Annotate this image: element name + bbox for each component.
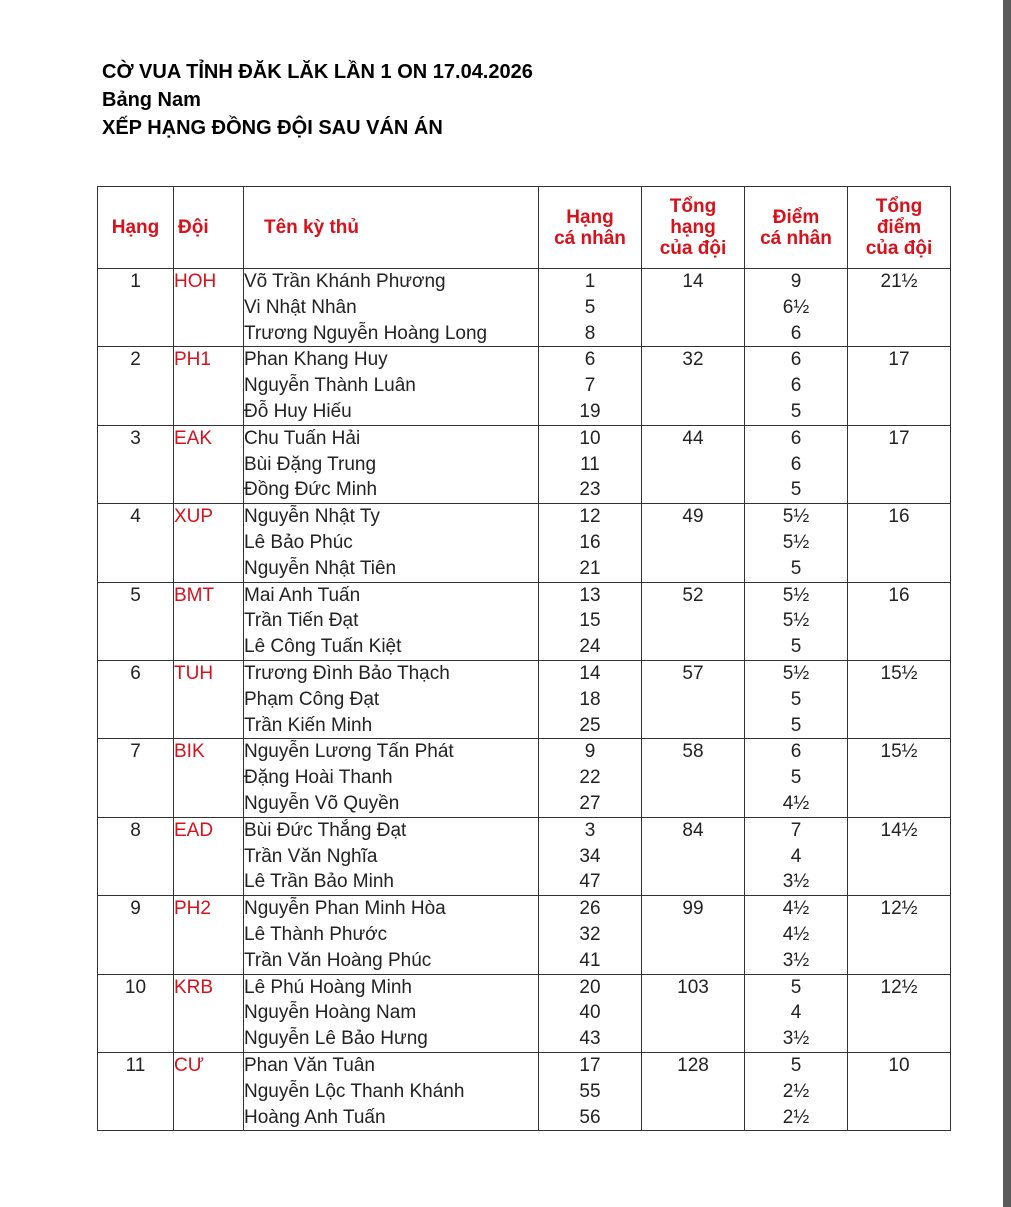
player-name: Trần Văn Hoàng Phúc <box>244 948 539 974</box>
player-name: Nguyễn Lương Tấn Phát <box>244 739 539 765</box>
table-row <box>98 530 951 556</box>
player-name: Lê Trần Bảo Minh <box>244 869 539 895</box>
table-row <box>98 425 951 451</box>
player-name: Nguyễn Võ Quyền <box>244 791 539 817</box>
team-code <box>174 869 244 895</box>
team-total-points <box>848 321 951 347</box>
team-rank: 2 <box>98 347 174 373</box>
team-total-points: 21½ <box>848 269 951 295</box>
player-name: Đặng Hoài Thanh <box>244 765 539 791</box>
player-name: Nguyễn Lê Bảo Hưng <box>244 1026 539 1052</box>
player-name: Lê Thành Phước <box>244 922 539 948</box>
individual-rank: 12 <box>539 504 642 530</box>
team-total-points <box>848 530 951 556</box>
team-rank: 4 <box>98 504 174 530</box>
individual-points: 6 <box>745 425 848 451</box>
team-rank-sum <box>642 1105 745 1131</box>
player-name: Bùi Đặng Trung <box>244 452 539 478</box>
team-rank-sum <box>642 321 745 347</box>
player-name: Đồng Đức Minh <box>244 477 539 503</box>
player-name: Võ Trần Khánh Phương <box>244 269 539 295</box>
team-total-points: 12½ <box>848 974 951 1000</box>
player-name: Trần Văn Nghĩa <box>244 844 539 870</box>
team-rank <box>98 321 174 347</box>
player-name: Trần Tiến Đạt <box>244 608 539 634</box>
individual-rank: 55 <box>539 1079 642 1105</box>
individual-points: 3½ <box>745 869 848 895</box>
col-header-rank: Hạng <box>98 187 174 269</box>
team-rank-sum <box>642 556 745 582</box>
col-header-individual-points: Điểm cá nhân <box>745 187 848 269</box>
team-code: BIK <box>174 739 244 765</box>
individual-points: 5 <box>745 634 848 660</box>
team-rank-sum: 84 <box>642 817 745 843</box>
team-total-points <box>848 948 951 974</box>
team-rank: 11 <box>98 1052 174 1078</box>
table-row <box>98 713 951 739</box>
team-rank <box>98 713 174 739</box>
team-total-points <box>848 295 951 321</box>
team-total-points <box>848 452 951 478</box>
individual-points: 9 <box>745 269 848 295</box>
individual-points: 6 <box>745 321 848 347</box>
team-rank <box>98 1000 174 1026</box>
player-name: Nguyễn Nhật Tiên <box>244 556 539 582</box>
team-code <box>174 399 244 425</box>
team-code: TUH <box>174 660 244 686</box>
individual-rank: 6 <box>539 347 642 373</box>
individual-points: 3½ <box>745 1026 848 1052</box>
team-total-points: 14½ <box>848 817 951 843</box>
col-header-player: Tên kỳ thủ <box>244 187 539 269</box>
team-total-points <box>848 634 951 660</box>
team-code <box>174 1079 244 1105</box>
team-code <box>174 765 244 791</box>
team-rank-sum <box>642 844 745 870</box>
team-total-points: 10 <box>848 1052 951 1078</box>
individual-rank: 9 <box>539 739 642 765</box>
team-code: CƯ <box>174 1052 244 1078</box>
team-rank <box>98 477 174 503</box>
individual-rank: 47 <box>539 869 642 895</box>
individual-rank: 25 <box>539 713 642 739</box>
team-total-points: 16 <box>848 504 951 530</box>
individual-points: 4½ <box>745 896 848 922</box>
individual-rank: 7 <box>539 373 642 399</box>
team-code <box>174 948 244 974</box>
individual-points: 5 <box>745 556 848 582</box>
team-rank <box>98 608 174 634</box>
player-name: Nguyễn Lộc Thanh Khánh <box>244 1079 539 1105</box>
team-rank <box>98 399 174 425</box>
team-rank: 5 <box>98 582 174 608</box>
player-name: Phạm Công Đạt <box>244 687 539 713</box>
team-group <box>98 896 951 974</box>
player-name: Nguyễn Thành Luân <box>244 373 539 399</box>
team-group <box>98 974 951 1052</box>
team-total-points <box>848 477 951 503</box>
player-name: Nguyễn Hoàng Nam <box>244 1000 539 1026</box>
team-total-points <box>848 1000 951 1026</box>
team-code: EAD <box>174 817 244 843</box>
team-rank <box>98 530 174 556</box>
individual-rank: 21 <box>539 556 642 582</box>
individual-rank: 19 <box>539 399 642 425</box>
player-name: Phan Văn Tuân <box>244 1052 539 1078</box>
table-row <box>98 452 951 478</box>
team-rank-sum <box>642 477 745 503</box>
individual-points: 5 <box>745 399 848 425</box>
team-total-points <box>848 1105 951 1131</box>
individual-rank: 27 <box>539 791 642 817</box>
team-code <box>174 1026 244 1052</box>
team-code <box>174 791 244 817</box>
team-rank-sum: 99 <box>642 896 745 922</box>
team-total-points <box>848 1079 951 1105</box>
individual-rank: 32 <box>539 922 642 948</box>
table-row <box>98 1079 951 1105</box>
individual-rank: 1 <box>539 269 642 295</box>
individual-rank: 23 <box>539 477 642 503</box>
document-header <box>102 58 533 142</box>
individual-points: 5 <box>745 765 848 791</box>
team-total-points: 12½ <box>848 896 951 922</box>
team-total-points: 17 <box>848 425 951 451</box>
table-row <box>98 896 951 922</box>
team-rank-sum <box>642 1026 745 1052</box>
team-code: PH1 <box>174 347 244 373</box>
table-row <box>98 347 951 373</box>
section-title: Bảng Nam <box>102 89 201 111</box>
individual-points: 6 <box>745 452 848 478</box>
individual-rank: 18 <box>539 687 642 713</box>
team-total-points <box>848 922 951 948</box>
col-header-team: Đội <box>174 187 244 269</box>
table-row <box>98 922 951 948</box>
team-total-points <box>848 399 951 425</box>
team-standings-table <box>97 186 951 1131</box>
individual-rank: 15 <box>539 608 642 634</box>
team-rank <box>98 869 174 895</box>
team-rank-sum <box>642 634 745 660</box>
team-rank-sum: 103 <box>642 974 745 1000</box>
col-header-team-points: Tổng điểm của đội <box>848 187 951 269</box>
player-name: Hoàng Anh Tuấn <box>244 1105 539 1131</box>
individual-rank: 13 <box>539 582 642 608</box>
individual-points: 4 <box>745 1000 848 1026</box>
team-rank-sum: 52 <box>642 582 745 608</box>
individual-points: 5 <box>745 687 848 713</box>
individual-rank: 34 <box>539 844 642 870</box>
team-code <box>174 1000 244 1026</box>
team-rank-sum <box>642 399 745 425</box>
individual-points: 5 <box>745 974 848 1000</box>
team-group <box>98 660 951 738</box>
team-code <box>174 295 244 321</box>
player-name: Phan Khang Huy <box>244 347 539 373</box>
individual-points: 5 <box>745 713 848 739</box>
team-rank-sum: 32 <box>642 347 745 373</box>
player-name: Trương Đình Bảo Thạch <box>244 660 539 686</box>
team-code: PH2 <box>174 896 244 922</box>
team-code <box>174 687 244 713</box>
player-name: Lê Công Tuấn Kiệt <box>244 634 539 660</box>
team-total-points: 17 <box>848 347 951 373</box>
individual-points: 5½ <box>745 660 848 686</box>
team-rank-sum <box>642 295 745 321</box>
team-group <box>98 582 951 660</box>
team-code: HOH <box>174 269 244 295</box>
team-rank-sum: 58 <box>642 739 745 765</box>
team-group <box>98 269 951 347</box>
team-rank: 8 <box>98 817 174 843</box>
team-code <box>174 634 244 660</box>
individual-points: 5 <box>745 1052 848 1078</box>
player-name: Đỗ Huy Hiếu <box>244 399 539 425</box>
team-code <box>174 844 244 870</box>
player-name: Nguyễn Nhật Ty <box>244 504 539 530</box>
individual-rank: 20 <box>539 974 642 1000</box>
team-rank <box>98 844 174 870</box>
individual-points: 5½ <box>745 504 848 530</box>
table-row <box>98 660 951 686</box>
team-group <box>98 347 951 425</box>
team-rank-sum <box>642 1079 745 1105</box>
table-row <box>98 948 951 974</box>
individual-rank: 40 <box>539 1000 642 1026</box>
team-total-points <box>848 373 951 399</box>
team-rank-sum <box>642 869 745 895</box>
table-row <box>98 608 951 634</box>
table-row <box>98 687 951 713</box>
team-code <box>174 713 244 739</box>
table-row <box>98 974 951 1000</box>
team-code <box>174 922 244 948</box>
table-row <box>98 321 951 347</box>
team-rank <box>98 1079 174 1105</box>
individual-points: 4 <box>745 844 848 870</box>
table-row <box>98 582 951 608</box>
team-total-points <box>848 713 951 739</box>
team-rank <box>98 922 174 948</box>
team-rank-sum <box>642 791 745 817</box>
tournament-title: CỜ VUA TỈNH ĐĂK LĂK LẦN 1 ON 17.04.2026 <box>102 61 533 83</box>
team-total-points: 15½ <box>848 739 951 765</box>
team-total-points <box>848 765 951 791</box>
team-group <box>98 739 951 817</box>
player-name: Lê Phú Hoàng Minh <box>244 974 539 1000</box>
team-code: BMT <box>174 582 244 608</box>
team-rank <box>98 1105 174 1131</box>
team-rank: 6 <box>98 660 174 686</box>
table-row <box>98 844 951 870</box>
team-rank-sum <box>642 713 745 739</box>
individual-rank: 43 <box>539 1026 642 1052</box>
team-group <box>98 425 951 503</box>
player-name: Bùi Đức Thắng Đạt <box>244 817 539 843</box>
team-rank <box>98 765 174 791</box>
team-rank <box>98 687 174 713</box>
table-row <box>98 817 951 843</box>
individual-points: 5½ <box>745 530 848 556</box>
team-code <box>174 321 244 347</box>
individual-rank: 10 <box>539 425 642 451</box>
team-total-points: 15½ <box>848 660 951 686</box>
table-row <box>98 504 951 530</box>
viewer-edge <box>1003 0 1011 1207</box>
individual-points: 4½ <box>745 922 848 948</box>
team-code <box>174 608 244 634</box>
team-rank: 10 <box>98 974 174 1000</box>
player-name: Vi Nhật Nhân <box>244 295 539 321</box>
player-name: Lê Bảo Phúc <box>244 530 539 556</box>
team-rank <box>98 791 174 817</box>
team-code: KRB <box>174 974 244 1000</box>
individual-points: 5½ <box>745 582 848 608</box>
individual-points: 5½ <box>745 608 848 634</box>
team-total-points <box>848 844 951 870</box>
individual-rank: 22 <box>539 765 642 791</box>
individual-points: 5 <box>745 477 848 503</box>
team-code <box>174 530 244 556</box>
team-group <box>98 817 951 895</box>
team-rank: 9 <box>98 896 174 922</box>
table-row <box>98 1026 951 1052</box>
individual-points: 3½ <box>745 948 848 974</box>
team-total-points <box>848 869 951 895</box>
col-header-team-rank-sum: Tổng hạng của đội <box>642 187 745 269</box>
team-rank <box>98 373 174 399</box>
individual-rank: 3 <box>539 817 642 843</box>
player-name: Trương Nguyễn Hoàng Long <box>244 321 539 347</box>
table-row <box>98 739 951 765</box>
team-rank-sum <box>642 530 745 556</box>
individual-rank: 56 <box>539 1105 642 1131</box>
table-row <box>98 1105 951 1131</box>
player-name: Mai Anh Tuấn <box>244 582 539 608</box>
team-rank <box>98 556 174 582</box>
table-row <box>98 373 951 399</box>
team-rank <box>98 948 174 974</box>
team-rank-sum <box>642 922 745 948</box>
team-rank-sum <box>642 373 745 399</box>
team-total-points <box>848 608 951 634</box>
team-rank-sum <box>642 452 745 478</box>
standings-title: XẾP HẠNG ĐỒNG ĐỘI SAU VÁN ÁN <box>102 117 443 139</box>
team-rank <box>98 634 174 660</box>
player-name: Trần Kiến Minh <box>244 713 539 739</box>
team-rank-sum <box>642 765 745 791</box>
table-row <box>98 1052 951 1078</box>
table-row <box>98 791 951 817</box>
individual-points: 4½ <box>745 791 848 817</box>
team-rank-sum: 128 <box>642 1052 745 1078</box>
team-total-points: 16 <box>848 582 951 608</box>
individual-points: 6 <box>745 373 848 399</box>
team-rank: 1 <box>98 269 174 295</box>
table-row <box>98 765 951 791</box>
individual-points: 2½ <box>745 1105 848 1131</box>
team-rank-sum: 57 <box>642 660 745 686</box>
team-rank <box>98 452 174 478</box>
team-rank: 3 <box>98 425 174 451</box>
table-row <box>98 1000 951 1026</box>
individual-rank: 5 <box>539 295 642 321</box>
team-total-points <box>848 687 951 713</box>
team-rank <box>98 295 174 321</box>
col-header-individual-rank: Hạng cá nhân <box>539 187 642 269</box>
individual-points: 6½ <box>745 295 848 321</box>
team-group <box>98 504 951 582</box>
team-code <box>174 373 244 399</box>
team-rank-sum <box>642 687 745 713</box>
team-rank-sum: 49 <box>642 504 745 530</box>
team-rank-sum <box>642 608 745 634</box>
individual-points: 7 <box>745 817 848 843</box>
team-group <box>98 1052 951 1130</box>
individual-rank: 26 <box>539 896 642 922</box>
player-name: Chu Tuấn Hải <box>244 425 539 451</box>
table-header-row <box>98 187 951 269</box>
player-name: Nguyễn Phan Minh Hòa <box>244 896 539 922</box>
team-code <box>174 452 244 478</box>
team-code <box>174 477 244 503</box>
team-total-points <box>848 1026 951 1052</box>
table-row <box>98 295 951 321</box>
team-total-points <box>848 791 951 817</box>
individual-rank: 8 <box>539 321 642 347</box>
individual-rank: 17 <box>539 1052 642 1078</box>
table-row <box>98 634 951 660</box>
table-row <box>98 399 951 425</box>
team-code: XUP <box>174 504 244 530</box>
individual-points: 6 <box>745 739 848 765</box>
table-row <box>98 556 951 582</box>
team-rank <box>98 1026 174 1052</box>
individual-rank: 24 <box>539 634 642 660</box>
individual-rank: 16 <box>539 530 642 556</box>
team-rank-sum <box>642 948 745 974</box>
table-row <box>98 269 951 295</box>
individual-rank: 41 <box>539 948 642 974</box>
individual-rank: 14 <box>539 660 642 686</box>
team-rank: 7 <box>98 739 174 765</box>
team-rank-sum: 44 <box>642 425 745 451</box>
team-code: EAK <box>174 425 244 451</box>
individual-points: 2½ <box>745 1079 848 1105</box>
team-code <box>174 1105 244 1131</box>
team-rank-sum <box>642 1000 745 1026</box>
table-row <box>98 869 951 895</box>
team-rank-sum: 14 <box>642 269 745 295</box>
team-total-points <box>848 556 951 582</box>
team-code <box>174 556 244 582</box>
individual-rank: 11 <box>539 452 642 478</box>
table-row <box>98 477 951 503</box>
individual-points: 6 <box>745 347 848 373</box>
